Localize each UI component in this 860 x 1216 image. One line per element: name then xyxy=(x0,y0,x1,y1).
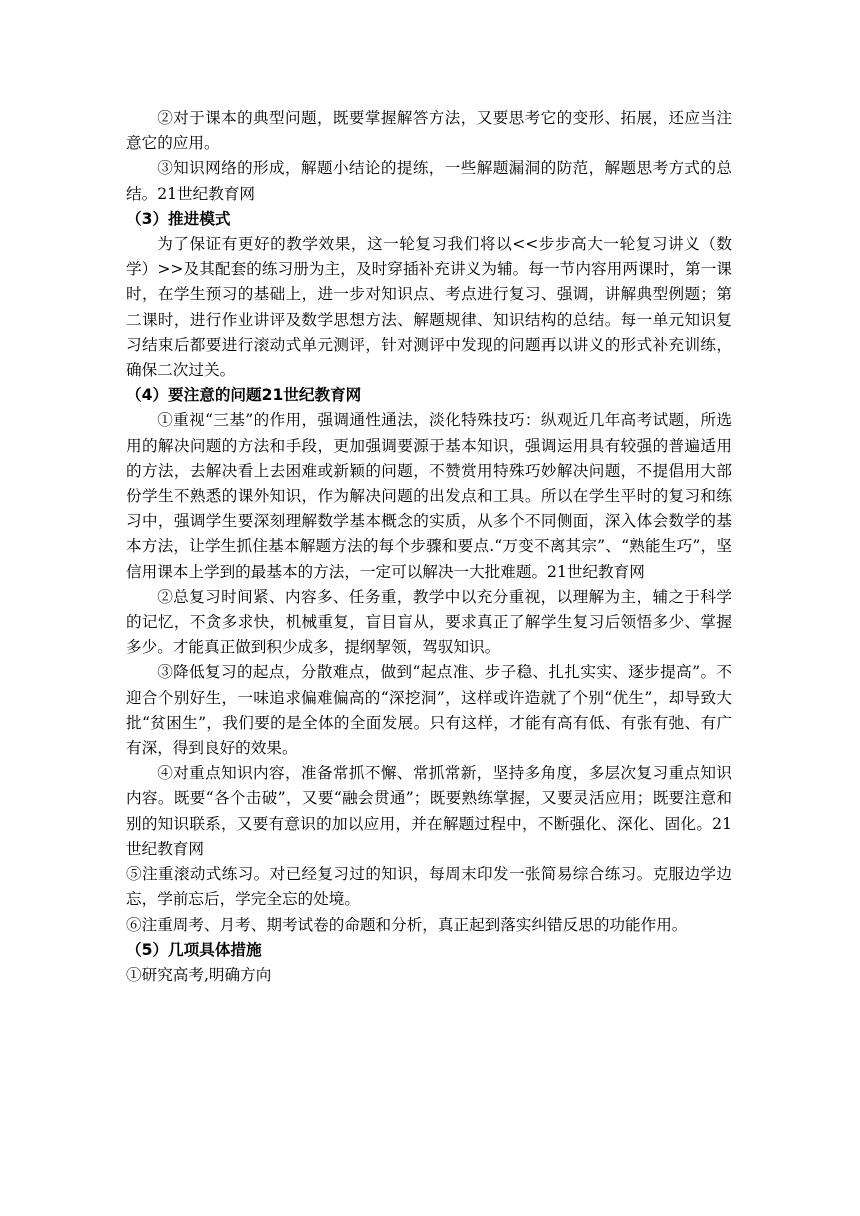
paragraph-rolling-practice: ⑤注重滚动式练习。对已经复习过的知识，每周末印发一张简易综合练习。克服边学边忘，学前忘后，学完全忘的处境。 xyxy=(126,865,732,909)
paragraph-three-basics: ①重视“三基”的作用，强调通性通法，淡化特殊技巧：纵观近几年高考试题，所选用的解决问题的方法和手段，更加强调要源于基本知识，强调运用具有较强的普遍适用的方法，去解决看上去困难或新颖的问题，不赞赏用特殊巧妙解决问题，不提倡用大部份学生不熟悉的课外知识，作为解决问题的出发点和工具。所以在学生平时的复习和练习中，强调学生要深刻理解数学基本概念的实质，从多个不同侧面，深入体会数学的基本方法，让学生抓住基本解题方法的每个步骤和要点.“万变不离其宗”、“熟能生巧”，坚信用课本上学到的最基本的方法，一定可以解决一大批难题。21世纪教育网 xyxy=(126,411,732,581)
paragraph-exams: ⑥注重周考、月考、期考试卷的命题和分析，真正起到落实纠错反思的功能作用。 xyxy=(126,915,688,934)
section-heading-advance-mode: （3）推进模式 xyxy=(126,209,231,228)
paragraph-study-exam: ①研究高考,明确方向 xyxy=(126,965,272,984)
paragraph-review-time: ②总复习时间紧、内容多、任务重，教学中以充分重视，以理解为主，辅之于科学的记忆，不贪多求快，机械重复，盲目盲从，要求真正了解学生复习后领悟多少、掌握多少。才能真正做到积少成多，提纲挈领，驾驭知识。 xyxy=(126,587,732,657)
paragraph-lower-starting-point: ③降低复习的起点，分散难点，做到“起点准、步子稳、扎扎实实、逐步提高”。不迎合个别好生，一味追求偏难偏高的“深挖洞”，这样或许造就了个别“优生”，却导致大批“贫困生”，我们要的是全体的全面发展。只有这样，才能有高有低、有张有弛、有广有深，得到良好的效果。 xyxy=(126,663,732,758)
paragraph-knowledge-network: ③知识网络的形成，解题小结论的提练，一些解题漏洞的防范，解题思考方式的总结。21世纪教育网 xyxy=(126,159,732,203)
document-body xyxy=(126,106,732,988)
section-heading-measures: （5）几项具体措施 xyxy=(126,940,262,959)
paragraph-key-knowledge: ④对重点知识内容，准备常抓不懈、常抓常新，坚持多角度，多层次复习重点知识内容。既要“各个击破”，又要“融会贯通”；既要熟练掌握，又要灵活应用；既要注意和别的知识联系，又要有意识的加以应用，并在解题过程中，不断强化、深化、固化。21世纪教育网 xyxy=(126,764,732,858)
paragraph-teaching-plan: 为了保证有更好的教学效果，这一轮复习我们将以<<步步高大一轮复习讲义（数学）>>及其配套的练习册为主，及时穿插补充讲义为辅。每一节内容用两课时，第一课时，在学生预习的基础上，进一步对知识点、考点进行复习、强调，讲解典型例题；第二课时，进行作业讲评及数学思想方法、解题规律、知识结构的总结。每一单元知识复习结束后都要进行滚动式单元测评，针对测评中发现的问题再以讲义的形式补充训练，确保二次过关。 xyxy=(126,235,732,380)
section-heading-attention-issues: （4）要注意的问题21世纪教育网 xyxy=(126,386,362,405)
paragraph-typical-problems: ②对于课本的典型问题，既要掌握解答方法，又要思考它的变形、拓展，还应当注意它的应用。 xyxy=(126,109,732,153)
